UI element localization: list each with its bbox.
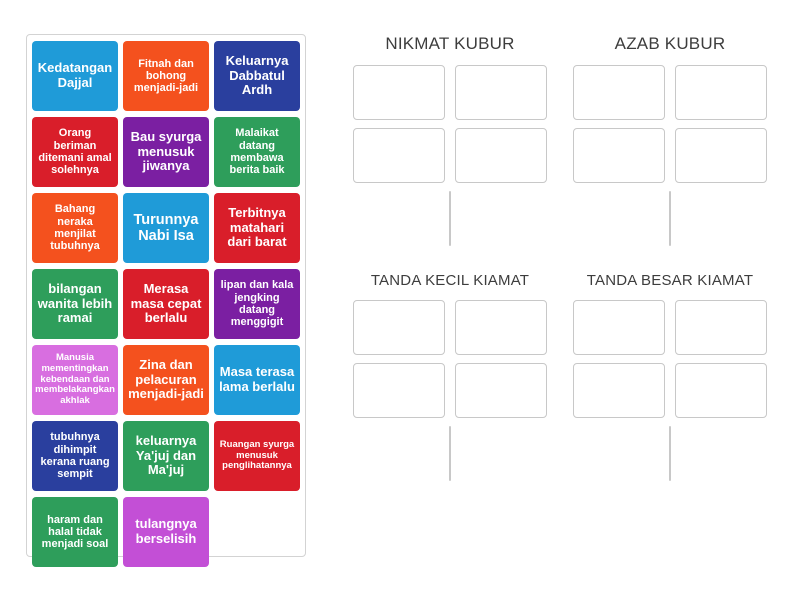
drop-slot[interactable] (353, 128, 445, 183)
drop-slot[interactable] (573, 65, 665, 120)
drop-slot[interactable] (353, 65, 445, 120)
drop-slot[interactable] (455, 128, 547, 183)
zone-tanda-kecil-kiamat[interactable] (340, 272, 560, 481)
tile[interactable]: Merasa masa cepat berlalu (123, 269, 209, 339)
tile[interactable]: Kedatangan Dajjal (32, 41, 118, 111)
drop-slot[interactable] (675, 363, 767, 418)
drop-slot[interactable] (573, 300, 665, 355)
tile[interactable]: keluarnya Ya'juj dan Ma'juj (123, 421, 209, 491)
zone-row-top (340, 34, 780, 246)
zone-azab-kubur[interactable] (560, 34, 780, 246)
drop-zones (340, 34, 780, 564)
tile[interactable]: bilangan wanita lebih ramai (32, 269, 118, 339)
drop-slot[interactable] (669, 426, 671, 481)
tile[interactable]: Terbitnya matahari dari barat (214, 193, 300, 263)
slot-grid-0 (340, 65, 560, 246)
drop-slot[interactable] (455, 65, 547, 120)
drop-slot[interactable] (675, 65, 767, 120)
drop-slot[interactable] (573, 363, 665, 418)
tile-bank (26, 34, 306, 557)
zone-title: AZAB KUBUR (614, 34, 726, 53)
tile[interactable]: Manusia mementingkan kebendaan dan membelakangkan akhlak (32, 345, 118, 415)
zone-title: TANDA BESAR KIAMAT (586, 272, 754, 289)
zone-title: TANDA KECIL KIAMAT (370, 272, 530, 289)
tile[interactable]: lipan dan kala jengking datang menggigit (214, 269, 300, 339)
tile[interactable]: tulangnya berselisih (123, 497, 209, 567)
drop-slot[interactable] (573, 128, 665, 183)
drop-slot[interactable] (455, 363, 547, 418)
drop-slot[interactable] (669, 191, 671, 246)
tile[interactable]: Malaikat datang membawa berita baik (214, 117, 300, 187)
zone-title: NIKMAT KUBUR (385, 34, 515, 53)
slot-grid-1 (560, 65, 780, 246)
drop-slot[interactable] (449, 426, 451, 481)
drop-slot[interactable] (353, 363, 445, 418)
tile[interactable]: Keluarnya Dabbatul Ardh (214, 41, 300, 111)
tile[interactable]: Orang beriman ditemani amal solehnya (32, 117, 118, 187)
zone-tanda-besar-kiamat[interactable] (560, 272, 780, 481)
drop-slot[interactable] (449, 191, 451, 246)
zone-nikmat-kubur[interactable] (340, 34, 560, 246)
slot-grid-3 (560, 300, 780, 481)
tile[interactable]: Fitnah dan bohong menjadi-jadi (123, 41, 209, 111)
tile[interactable]: Bahang neraka menjilat tubuhnya (32, 193, 118, 263)
tile[interactable]: Zina dan pelacuran menjadi-jadi (123, 345, 209, 415)
tile[interactable]: tubuhnya dihimpit kerana ruang sempit (32, 421, 118, 491)
slot-grid-2 (340, 300, 560, 481)
tile[interactable]: haram dan halal tidak menjadi soal (32, 497, 118, 567)
tile[interactable]: Masa terasa lama berlalu (214, 345, 300, 415)
tile[interactable]: Turunnya Nabi Isa (123, 193, 209, 263)
drop-slot[interactable] (455, 300, 547, 355)
drop-slot[interactable] (675, 300, 767, 355)
tile[interactable]: Bau syurga menusuk jiwanya (123, 117, 209, 187)
zone-row-bottom (340, 272, 780, 481)
tile-grid (32, 41, 300, 567)
tile[interactable]: Ruangan syurga menusuk penglihatannya (214, 421, 300, 491)
drop-slot[interactable] (353, 300, 445, 355)
drop-slot[interactable] (675, 128, 767, 183)
